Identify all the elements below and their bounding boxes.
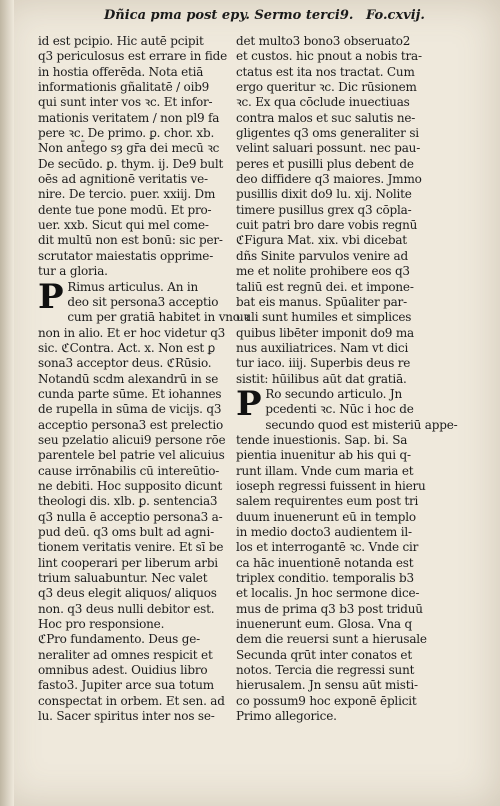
text-line — [38, 95, 238, 110]
text-line — [38, 540, 238, 555]
line-text: ne debiti. Hoc supposito dicunt — [38, 478, 223, 493]
line-text: mus de prima q3 b3 post triduū — [236, 601, 423, 616]
text-line — [236, 49, 442, 64]
text-line — [236, 326, 442, 341]
text-line — [38, 510, 238, 525]
text-line — [38, 264, 238, 279]
text-line — [38, 448, 238, 463]
line-text: notos. Tercia die regressi sunt — [236, 663, 415, 678]
line-text: cause irrōnabilis cū intereūtio- — [38, 463, 220, 478]
text-line — [236, 663, 442, 678]
text-line — [236, 280, 442, 295]
line-text: non. q3 deus nulli debitor est. — [38, 601, 215, 616]
text-line — [236, 540, 442, 555]
text-line — [236, 172, 442, 187]
text-line — [38, 65, 238, 80]
line-text: trium saluabuntur. Nec valet — [38, 571, 208, 586]
text-line — [38, 141, 238, 156]
text-line — [236, 494, 442, 509]
line-text: Non ant̄ego sȝ gr̄a dei mecū ꝛc — [38, 141, 220, 156]
line-text: seu pzelatio alicui9 persone rōe — [38, 432, 226, 447]
text-line — [236, 295, 442, 310]
text-line — [38, 525, 238, 540]
line-text: dit multū non est bonū: sic per- — [38, 233, 223, 248]
line-text: contra malos et suc salutis ne- — [236, 110, 416, 125]
line-text: pientia inuenitur ab his qui q- — [236, 448, 411, 463]
line-text: de rupella in sūma de vicijs. q3 — [38, 402, 222, 417]
text-line — [236, 479, 442, 494]
text-line — [38, 433, 238, 448]
line-text: qui sunt inter vos ꝛc. Et infor- — [38, 95, 213, 110]
text-line — [38, 356, 238, 371]
text-line — [236, 571, 442, 586]
line-text: gligentes q3 oms generaliter si — [236, 126, 419, 141]
text-line — [38, 479, 238, 494]
line-text: pud deū. q3 oms bult ad agni- — [38, 525, 214, 539]
line-text: sic. ℭContra. Act. x. Non est ꝑ — [38, 340, 216, 355]
text-line — [236, 417, 458, 433]
text-line — [236, 586, 442, 601]
text-line — [38, 187, 238, 202]
line-text: oēs ad agnitionē veritatis ve- — [38, 172, 208, 187]
line-text: tionem veritatis venire. Et sī be — [38, 540, 224, 555]
line-text: lint cooperari per liberum arbi — [38, 555, 218, 570]
line-text: bat eis manus. Spūaliter par- — [236, 294, 407, 309]
line-text: tur a gloria. — [38, 264, 108, 279]
line-text: secundo quod est misteriū appe- — [265, 417, 458, 432]
line-text: q3 periculosus est errare in fide — [38, 49, 227, 64]
binding-gutter — [0, 0, 14, 806]
line-text: non in alio. Et er hoc videtur q3 — [38, 325, 226, 340]
text-line — [38, 49, 238, 64]
line-text: Notandū scdm alexandrū in se — [38, 371, 219, 386]
text-line — [38, 632, 238, 647]
text-line — [38, 709, 238, 724]
line-text: tende inuestionis. Sap. bi. Sa — [236, 432, 408, 447]
line-text: scrutator maiestatis opprime- — [38, 248, 214, 263]
text-line — [38, 556, 238, 571]
line-text: ergo queritur ꝛc. Dic rūsionem — [236, 80, 417, 95]
line-text: duum inuenerunt eū in templo — [236, 509, 416, 524]
text-line — [236, 126, 442, 141]
line-text: lu. Sacer spiritus inter nos se- — [38, 709, 215, 724]
line-text: hierusalem. Jn sensu aūt misti- — [236, 678, 418, 693]
text-line — [38, 678, 238, 693]
text-line — [236, 233, 442, 248]
line-text: Ro secundo articulo. Jn — [265, 386, 403, 401]
text-line — [236, 617, 442, 632]
line-text: deo diffidere q3 maiores. Jmmo — [236, 172, 422, 187]
line-text: et custos. hic pnout a nobis tra- — [236, 49, 422, 64]
line-text: dem die reuersi sunt a hierusale — [236, 632, 427, 647]
line-text: timere pusillus grex q3 cōpla- — [236, 202, 412, 217]
text-line — [236, 464, 442, 479]
line-text: triplex conditio. temporalis b3 — [236, 571, 414, 586]
text-line — [236, 80, 442, 95]
line-text: pcedenti ꝛc. Nūc i hoc de — [265, 402, 414, 417]
text-line — [236, 372, 442, 387]
line-text: Primo allegorice. — [236, 709, 337, 724]
text-line — [236, 157, 442, 172]
line-text: runt illam. Vnde cum maria et — [236, 463, 414, 478]
text-line — [38, 602, 238, 617]
text-line — [38, 326, 238, 341]
text-line — [236, 648, 442, 663]
line-text: quibus libēter imponit do9 ma — [236, 325, 414, 340]
line-text: salem requirentes eum post tri — [236, 494, 419, 509]
text-line — [236, 34, 442, 49]
line-text: in hostia offerēda. Nota etiā — [38, 64, 204, 79]
text-line — [38, 694, 238, 709]
line-text: dñs Sinite parvulos venire ad — [236, 248, 408, 263]
text-line — [38, 310, 249, 325]
line-text: ca hāc inuentionē notanda est — [236, 555, 414, 570]
text-line — [38, 126, 238, 141]
text-line — [38, 341, 238, 356]
line-text: fasto3. Jupiter arce sua totum — [38, 678, 214, 693]
line-text: ꝛc. Ex qua cōclude inuectiuas — [236, 95, 410, 110]
text-line — [38, 617, 238, 632]
line-text: acceptio persona3 est prelectio — [38, 417, 224, 432]
drop-initial: P — [38, 276, 64, 317]
text-line — [236, 556, 442, 571]
line-text: sistit: hūilibus aūt dat gratiā. — [236, 371, 407, 386]
text-line — [236, 65, 442, 80]
line-text: q3 nulla ē acceptio persona3 a- — [38, 509, 223, 524]
text-line — [38, 172, 238, 187]
text-line — [236, 602, 442, 617]
text-line — [236, 448, 442, 463]
text-line — [236, 709, 442, 724]
text-line — [236, 249, 442, 264]
line-text: pusillis dixit do9 lu. xij. Nolite — [236, 187, 412, 202]
line-text: me et nolite prohibere eos q3 — [236, 264, 410, 279]
text-line — [38, 111, 238, 126]
text-line — [38, 372, 238, 387]
line-text: det multo3 bono3 obseruato2 — [236, 34, 411, 48]
line-text: nire. De tercio. puer. xxiij. Dm — [38, 187, 216, 202]
text-line — [236, 95, 442, 110]
text-line — [236, 341, 442, 356]
text-line — [38, 295, 238, 310]
text-line — [236, 678, 442, 693]
line-text: conspectat in orbem. Et sen. ad — [38, 693, 225, 708]
left-column — [38, 34, 249, 724]
line-text: velint saluari possunt. nec pau- — [236, 141, 421, 156]
text-line — [236, 525, 442, 540]
right-column — [236, 34, 458, 724]
folio-number: Fo.cxvij. — [366, 8, 425, 23]
text-line — [38, 203, 238, 218]
text-line — [236, 111, 442, 126]
text-line — [38, 387, 238, 402]
line-text: Hoc pro responsione. — [38, 617, 165, 632]
text-line — [38, 648, 238, 663]
line-text: parentele bel patrie vel alicuius — [38, 448, 225, 463]
line-text: et localis. Jn hoc sermone dice- — [236, 586, 420, 601]
line-text: mationis veritatem / non pl9 fa — [38, 110, 220, 125]
text-line — [38, 218, 238, 233]
text-line — [236, 402, 442, 417]
header-title: Dñica pma post epy. Sermo terci9. — [104, 8, 354, 23]
line-text: Rimus articulus. An in — [67, 279, 199, 294]
line-text: ctatus est ita nos tractat. Cum — [236, 64, 415, 79]
line-text: ℭPro fundamento. Deus ge- — [38, 632, 200, 647]
line-text: peres et pusilli plus debent de — [236, 156, 414, 171]
text-line — [38, 586, 238, 601]
line-text: neraliter ad omnes respicit et — [38, 647, 213, 662]
line-text: uuli sunt humiles et simplices — [236, 310, 412, 325]
line-text: cunda parte sūme. Et iohannes — [38, 386, 222, 401]
line-text: sona3 acceptor deus. ℭRūsio. — [38, 356, 212, 371]
text-line — [236, 141, 442, 156]
line-text: ℭFigura Mat. xix. vbi dicebat — [236, 233, 407, 248]
line-text: taliū est regnū dei. et impone- — [236, 279, 414, 294]
text-line — [236, 310, 442, 325]
text-line — [38, 80, 238, 95]
text-line — [38, 571, 238, 586]
line-text: ioseph regressi fuissent in hieru — [236, 478, 426, 493]
text-line — [236, 203, 442, 218]
line-text: theologi dis. xlb. ꝑ. sentencia3 — [38, 494, 218, 509]
line-text: De secūdo. ꝑ. thym. ij. De9 bult — [38, 156, 224, 171]
text-line — [236, 433, 442, 448]
line-text: nus auxiliatrices. Nam vt dici — [236, 340, 409, 355]
line-text: co possum9 hoc exponē ēplicit — [236, 693, 417, 708]
line-text: los et interrogantē ꝛc. Vnde cir — [236, 540, 419, 555]
text-line — [236, 264, 442, 279]
line-text: q3 deus elegit aliquos/ aliquos — [38, 586, 217, 601]
line-text: id est pcipio. Hic autē pcipit — [38, 34, 204, 48]
text-line — [38, 249, 238, 264]
text-line — [38, 663, 238, 678]
text-line — [38, 494, 238, 509]
text-line — [38, 464, 238, 479]
text-line — [38, 233, 238, 248]
line-text: pere ꝛc. De primo. ꝑ. chor. xb. — [38, 126, 215, 141]
text-line — [38, 34, 238, 49]
line-text: in medio docto3 audientem il- — [236, 525, 412, 539]
text-line — [38, 402, 238, 417]
text-line — [38, 418, 238, 433]
line-text: cum per gratiā habitet in vno ꝛ — [67, 310, 249, 325]
running-header — [104, 8, 484, 30]
line-text: deo sit persona3 acceptio — [67, 294, 219, 309]
line-text: uer. xxb. Sicut qui mel come- — [38, 218, 209, 233]
text-line — [236, 510, 442, 525]
line-text: informationis gñalitatē / oib9 — [38, 80, 210, 95]
drop-initial: P — [236, 383, 262, 424]
text-line — [236, 632, 442, 647]
line-text: omnibus adest. Ouidius libro — [38, 663, 208, 678]
line-text: dente tue pone modū. Et pro- — [38, 202, 212, 217]
text-line — [236, 187, 442, 202]
line-text: tur iaco. iiij. Superbis deus re — [236, 356, 411, 371]
text-line — [236, 694, 442, 709]
line-text: cuit patri bro dare vobis regnū — [236, 218, 418, 233]
line-text: inuenerunt eum. Glosa. Vna q — [236, 617, 412, 632]
text-line — [236, 218, 442, 233]
text-line — [38, 157, 238, 172]
line-text: Secunda qrūt inter conatos et — [236, 647, 412, 662]
text-line — [236, 356, 442, 371]
